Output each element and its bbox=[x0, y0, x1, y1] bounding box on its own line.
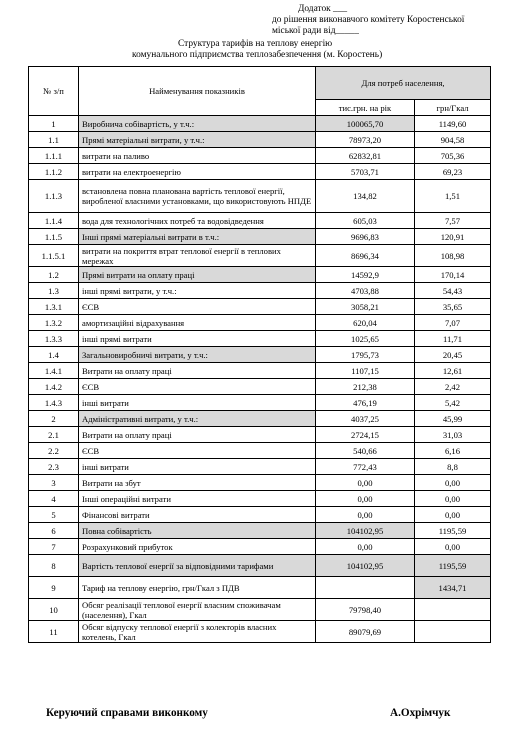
row-number: 1.4.2 bbox=[29, 379, 79, 395]
row-number: 1 bbox=[29, 116, 79, 132]
row-value-uah-gcal: 69,23 bbox=[415, 164, 491, 180]
row-value-thousand-uah: 14592,9 bbox=[316, 267, 415, 283]
row-value-thousand-uah: 79798,40 bbox=[316, 599, 415, 621]
row-indicator-name: витрати на покриття втрат теплової енергії в теплових мережах bbox=[79, 245, 316, 267]
row-value-thousand-uah: 605,03 bbox=[316, 213, 415, 229]
table-row bbox=[29, 395, 491, 411]
row-value-uah-gcal: 11,71 bbox=[415, 331, 491, 347]
row-value-thousand-uah: 78973,20 bbox=[316, 132, 415, 148]
row-indicator-name: Виробнича собівартість, у т.ч.: bbox=[79, 116, 316, 132]
table-row bbox=[29, 459, 491, 475]
row-number: 1.3.2 bbox=[29, 315, 79, 331]
row-value-thousand-uah: 1795,73 bbox=[316, 347, 415, 363]
row-value-uah-gcal bbox=[415, 621, 491, 643]
row-number: 2.1 bbox=[29, 427, 79, 443]
row-number: 7 bbox=[29, 539, 79, 555]
row-number: 1.1 bbox=[29, 132, 79, 148]
row-value-uah-gcal: 1149,60 bbox=[415, 116, 491, 132]
row-number: 1.4.1 bbox=[29, 363, 79, 379]
signatory-position: Керуючий справами виконкому bbox=[46, 707, 208, 719]
row-number: 10 bbox=[29, 599, 79, 621]
row-number: 1.1.5 bbox=[29, 229, 79, 245]
table-row bbox=[29, 245, 491, 267]
row-number: 1.2 bbox=[29, 267, 79, 283]
council-date: міської ради від_____ bbox=[272, 26, 359, 36]
table-body bbox=[29, 116, 491, 643]
row-value-thousand-uah: 2724,15 bbox=[316, 427, 415, 443]
row-value-uah-gcal: 904,58 bbox=[415, 132, 491, 148]
signatory-name: А.Охрімчук bbox=[390, 707, 451, 719]
row-number: 2.3 bbox=[29, 459, 79, 475]
row-indicator-name: інші витрати bbox=[79, 459, 316, 475]
table-row bbox=[29, 331, 491, 347]
row-number: 1.3 bbox=[29, 283, 79, 299]
header-population-needs: Для потреб населення, bbox=[316, 67, 491, 100]
table-row bbox=[29, 299, 491, 315]
row-value-uah-gcal bbox=[415, 599, 491, 621]
row-number: 1.4 bbox=[29, 347, 79, 363]
row-indicator-name: Витрати на оплату праці bbox=[79, 427, 316, 443]
document-subtitle: комунального підприємства теплозабезпечення (м. Коростень) bbox=[132, 50, 383, 60]
row-indicator-name: встановлена повна планована вартість теплової енергії, виробленої власними установками, що використовують НПДЕ bbox=[79, 180, 316, 213]
row-value-thousand-uah: 134,82 bbox=[316, 180, 415, 213]
table-row bbox=[29, 443, 491, 459]
row-value-uah-gcal: 0,00 bbox=[415, 539, 491, 555]
row-indicator-name: Розрахунковий прибуток bbox=[79, 539, 316, 555]
table-row bbox=[29, 427, 491, 443]
appendix-label: Додаток ___ bbox=[298, 4, 348, 14]
row-value-thousand-uah: 5703,71 bbox=[316, 164, 415, 180]
row-number: 9 bbox=[29, 577, 79, 599]
row-value-uah-gcal: 108,98 bbox=[415, 245, 491, 267]
row-indicator-name: інші прямі витрати bbox=[79, 331, 316, 347]
row-value-thousand-uah bbox=[316, 577, 415, 599]
row-value-thousand-uah: 540,66 bbox=[316, 443, 415, 459]
row-number: 4 bbox=[29, 491, 79, 507]
row-number: 1.1.1 bbox=[29, 148, 79, 164]
row-value-uah-gcal: 12,61 bbox=[415, 363, 491, 379]
row-number: 3 bbox=[29, 475, 79, 491]
row-indicator-name: амортизаційні відрахування bbox=[79, 315, 316, 331]
row-value-uah-gcal: 170,14 bbox=[415, 267, 491, 283]
row-value-thousand-uah: 0,00 bbox=[316, 507, 415, 523]
row-number: 5 bbox=[29, 507, 79, 523]
row-indicator-name: Обсяг відпуску теплової енергії з колекторів власних котелень, Гкал bbox=[79, 621, 316, 643]
row-value-thousand-uah: 0,00 bbox=[316, 491, 415, 507]
row-number: 1.1.4 bbox=[29, 213, 79, 229]
table-row bbox=[29, 283, 491, 299]
row-indicator-name: Адміністративні витрати, у т.ч.: bbox=[79, 411, 316, 427]
row-value-uah-gcal: 8,8 bbox=[415, 459, 491, 475]
row-value-uah-gcal: 1195,59 bbox=[415, 555, 491, 577]
row-value-uah-gcal: 6,16 bbox=[415, 443, 491, 459]
row-indicator-name: ЄСВ bbox=[79, 379, 316, 395]
row-value-thousand-uah: 0,00 bbox=[316, 475, 415, 491]
table-row bbox=[29, 523, 491, 539]
table-row bbox=[29, 315, 491, 331]
row-indicator-name: Загальновиробничі витрати, у т.ч.: bbox=[79, 347, 316, 363]
row-indicator-name: вода для технологічних потреб та водовідведення bbox=[79, 213, 316, 229]
row-indicator-name: Інші операційні витрати bbox=[79, 491, 316, 507]
row-number: 8 bbox=[29, 555, 79, 577]
row-value-thousand-uah: 104102,95 bbox=[316, 555, 415, 577]
row-value-thousand-uah: 4037,25 bbox=[316, 411, 415, 427]
row-value-thousand-uah: 104102,95 bbox=[316, 523, 415, 539]
row-value-uah-gcal: 7,07 bbox=[415, 315, 491, 331]
row-value-thousand-uah: 9696,83 bbox=[316, 229, 415, 245]
row-indicator-name: Тариф на теплову енергію, грн/Гкал з ПДВ bbox=[79, 577, 316, 599]
table-row bbox=[29, 132, 491, 148]
row-value-thousand-uah: 476,19 bbox=[316, 395, 415, 411]
row-value-thousand-uah: 212,38 bbox=[316, 379, 415, 395]
row-indicator-name: Вартість теплової енергії за відповідними тарифами bbox=[79, 555, 316, 577]
row-value-uah-gcal: 0,00 bbox=[415, 475, 491, 491]
table-row bbox=[29, 347, 491, 363]
row-value-thousand-uah: 62832,81 bbox=[316, 148, 415, 164]
table-row bbox=[29, 164, 491, 180]
header-unit-thousand-uah: тис.грн. на рік bbox=[316, 100, 415, 116]
row-number: 1.1.2 bbox=[29, 164, 79, 180]
row-value-uah-gcal: 1195,59 bbox=[415, 523, 491, 539]
row-number: 2 bbox=[29, 411, 79, 427]
table-row bbox=[29, 379, 491, 395]
row-value-uah-gcal: 0,00 bbox=[415, 507, 491, 523]
row-number: 1.1.3 bbox=[29, 180, 79, 213]
row-value-uah-gcal: 20,45 bbox=[415, 347, 491, 363]
row-value-thousand-uah: 1025,65 bbox=[316, 331, 415, 347]
document-title: Структура тарифів на теплову енергію bbox=[178, 39, 333, 49]
row-number: 1.1.5.1 bbox=[29, 245, 79, 267]
decision-reference: до рішення виконавчого комітету Коростенської bbox=[272, 15, 465, 25]
row-number: 2.2 bbox=[29, 443, 79, 459]
row-value-uah-gcal: 1,51 bbox=[415, 180, 491, 213]
header-indicator-name: Найменування показників bbox=[79, 67, 316, 116]
row-value-thousand-uah: 8696,34 bbox=[316, 245, 415, 267]
row-value-thousand-uah: 4703,88 bbox=[316, 283, 415, 299]
row-indicator-name: Витрати на збут bbox=[79, 475, 316, 491]
row-value-uah-gcal: 0,00 bbox=[415, 491, 491, 507]
row-indicator-name: ЄСВ bbox=[79, 299, 316, 315]
row-value-thousand-uah: 1107,15 bbox=[316, 363, 415, 379]
row-value-uah-gcal: 45,99 bbox=[415, 411, 491, 427]
row-value-uah-gcal: 1434,71 bbox=[415, 577, 491, 599]
row-value-uah-gcal: 5,42 bbox=[415, 395, 491, 411]
table-row bbox=[29, 475, 491, 491]
table-row bbox=[29, 213, 491, 229]
row-indicator-name: витрати на паливо bbox=[79, 148, 316, 164]
row-indicator-name: Обсяг реалізації теплової енергії власним споживачам (населення), Гкал bbox=[79, 599, 316, 621]
table-row bbox=[29, 411, 491, 427]
row-value-uah-gcal: 705,36 bbox=[415, 148, 491, 164]
table-row bbox=[29, 363, 491, 379]
header-number: № з/п bbox=[29, 67, 79, 116]
table-row bbox=[29, 621, 491, 643]
table-row bbox=[29, 555, 491, 577]
table-row bbox=[29, 116, 491, 132]
table-row bbox=[29, 267, 491, 283]
table-row bbox=[29, 577, 491, 599]
row-indicator-name: Повна собівартість bbox=[79, 523, 316, 539]
row-value-uah-gcal: 31,03 bbox=[415, 427, 491, 443]
row-indicator-name: інші прямі витрати, у т.ч.: bbox=[79, 283, 316, 299]
row-number: 1.4.3 bbox=[29, 395, 79, 411]
tariff-table bbox=[28, 66, 491, 643]
row-number: 11 bbox=[29, 621, 79, 643]
row-indicator-name: інші витрати bbox=[79, 395, 316, 411]
table-row bbox=[29, 599, 491, 621]
row-value-thousand-uah: 620,04 bbox=[316, 315, 415, 331]
table-row bbox=[29, 539, 491, 555]
table-row bbox=[29, 180, 491, 213]
row-indicator-name: Прямі матеріальні витрати, у т.ч.: bbox=[79, 132, 316, 148]
row-value-thousand-uah: 0,00 bbox=[316, 539, 415, 555]
row-indicator-name: Фінансові витрати bbox=[79, 507, 316, 523]
row-indicator-name: Інші прямі матеріальні витрати в т.ч.: bbox=[79, 229, 316, 245]
table-row bbox=[29, 229, 491, 245]
row-value-thousand-uah: 100065,70 bbox=[316, 116, 415, 132]
row-indicator-name: витрати на електроенергію bbox=[79, 164, 316, 180]
row-value-uah-gcal: 35,65 bbox=[415, 299, 491, 315]
row-number: 1.3.1 bbox=[29, 299, 79, 315]
table-row bbox=[29, 148, 491, 164]
row-indicator-name: Витрати на оплату праці bbox=[79, 363, 316, 379]
row-value-thousand-uah: 89079,69 bbox=[316, 621, 415, 643]
row-value-uah-gcal: 2,42 bbox=[415, 379, 491, 395]
row-value-thousand-uah: 3058,21 bbox=[316, 299, 415, 315]
row-value-thousand-uah: 772,43 bbox=[316, 459, 415, 475]
row-number: 1.3.3 bbox=[29, 331, 79, 347]
row-indicator-name: Прямі витрати на оплату праці bbox=[79, 267, 316, 283]
row-value-uah-gcal: 7,57 bbox=[415, 213, 491, 229]
table-row bbox=[29, 507, 491, 523]
table-row bbox=[29, 491, 491, 507]
row-number: 6 bbox=[29, 523, 79, 539]
row-value-uah-gcal: 54,43 bbox=[415, 283, 491, 299]
row-value-uah-gcal: 120,91 bbox=[415, 229, 491, 245]
header-unit-uah-gcal: грн/Гкал bbox=[415, 100, 491, 116]
row-indicator-name: ЄСВ bbox=[79, 443, 316, 459]
